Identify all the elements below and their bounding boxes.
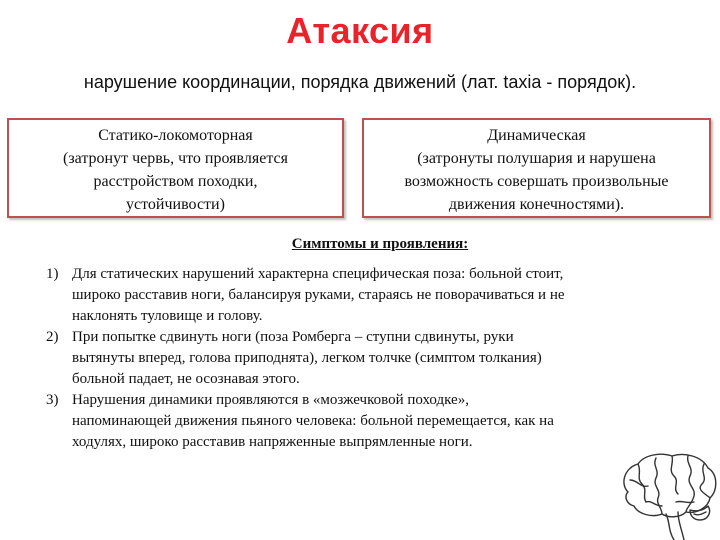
box-line: устойчивости) bbox=[126, 196, 225, 213]
box-line: Динамическая bbox=[487, 127, 586, 144]
box-line: (затронуты полушария и нарушена bbox=[417, 150, 656, 167]
list-line: Нарушения динамики проявляются в «мозжечковой походке», bbox=[72, 392, 469, 408]
list-number: 2) bbox=[46, 329, 59, 345]
box-line: возможность совершать произвольные bbox=[404, 173, 669, 190]
list-line: наклонять туловище и голову. bbox=[72, 308, 263, 324]
list-line: широко расставив ноги, балансируя руками, стараясь не поворачиваться и не bbox=[72, 287, 565, 303]
list-line: При попытке сдвинуть ноги (поза Ромберга – ступни сдвинуты, руки bbox=[72, 329, 514, 345]
brain-icon bbox=[616, 450, 720, 540]
list-line: ходулях, широко расставив напряженные выпрямленные ноги. bbox=[72, 434, 473, 450]
list-item bbox=[46, 327, 686, 390]
list-number: 3) bbox=[46, 392, 59, 408]
slide-subtitle: нарушение координации, порядка движений (лат. taxia - порядок). bbox=[83, 72, 637, 92]
list-line: Для статических нарушений характерна специфическая поза: больной стоит, bbox=[72, 266, 564, 282]
list-line: больной падает, не осознавая этого. bbox=[72, 371, 300, 387]
list-line: напоминающей движения пьяного человека: больной перемещается, как на bbox=[72, 413, 554, 429]
box-line: Статико-локомоторная bbox=[98, 127, 253, 144]
list-line: вытянуты вперед, голова приподнята), легком толчке (симптом толкания) bbox=[72, 350, 542, 366]
static-locomotor-box bbox=[7, 118, 344, 218]
list-number: 1) bbox=[46, 266, 59, 282]
box-line: расстройством походки, bbox=[93, 173, 258, 190]
list-item bbox=[46, 390, 686, 453]
symptoms-list bbox=[46, 264, 686, 453]
box-line: (затронут червь, что проявляется bbox=[63, 150, 288, 167]
dynamic-box bbox=[362, 118, 711, 218]
list-item bbox=[46, 264, 686, 327]
slide-title: Атаксия bbox=[286, 10, 434, 51]
box-line: движения конечностями). bbox=[448, 196, 625, 213]
symptoms-heading: Симптомы и проявления: bbox=[291, 236, 469, 252]
